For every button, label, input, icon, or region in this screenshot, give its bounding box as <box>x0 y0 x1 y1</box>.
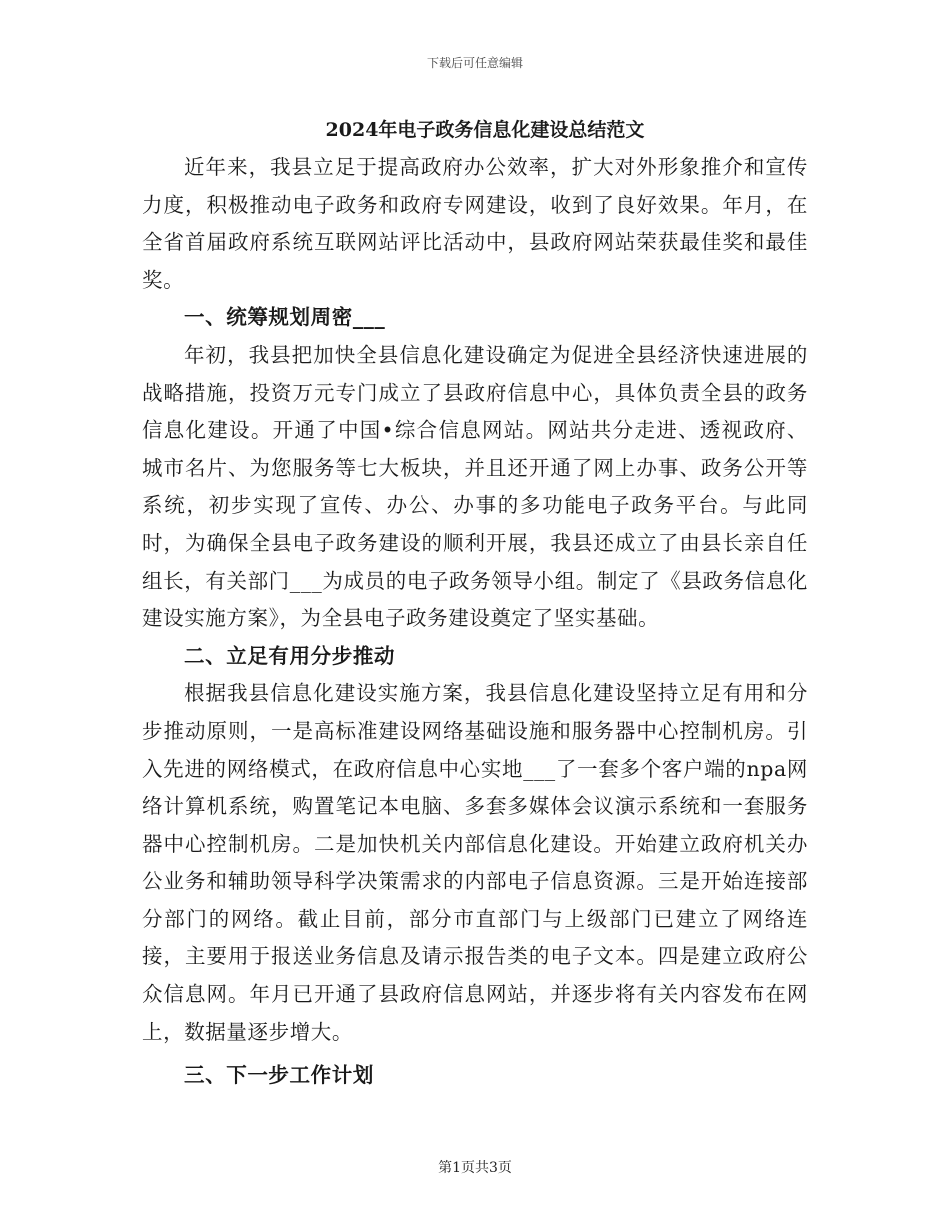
section-2-heading: 二、立足有用分步推动 <box>184 643 396 668</box>
section-1-heading: 一、统筹规划周密___ <box>184 305 386 330</box>
document-body <box>142 112 808 1095</box>
section-2-paragraph: 根据我县信息化建设实施方案，我县信息化建设坚持立足有用和分步推动原则，一是高标准建设网络基础设施和服务器中心控制机房。引入先进的网络模式，在政府信息中心实地___了一套多个客户端的npa网络计算机系统，购置笔记本电脑、多套多媒体会议演示系统和一套服务器中心控制机房。二是加快机关内部信息化建设。开始建立政府机关办公业务和辅助领导科学决策需求的内部电子信息资源。三是开始连接部分部门的网络。截止目前，部分市直部门与上级部门已建立了网络连接，主要用于报送业务信息及请示报告类的电子文本。四是建立政府公众信息网。年月已开通了县政府信息网站，并逐步将有关内容发布在网上，数据量逐步增大。 <box>142 681 808 1044</box>
page-header-note: 下载后可任意编辑 <box>426 56 523 70</box>
section-3-heading: 三、下一步工作计划 <box>184 1063 374 1088</box>
intro-paragraph: 近年来，我县立足于提高政府办公效率，扩大对外形象推介和宣传力度，积极推动电子政务和政府专网建设，收到了良好效果。年月，在全省首届政府系统互联网站评比活动中，县政府网站荣获最佳奖和最佳奖。 <box>142 155 808 292</box>
section-1-paragraph: 年初，我县把加快全县信息化建设确定为促进全县经济快速进展的战略措施，投资万元专门成立了县政府信息中心，具体负责全县的政务信息化建设。开通了中国•综合信息网站。网站共分走进、透视政府、城市名片、为您服务等七大板块，并且还开通了网上办事、政务公开等系统，初步实现了宣传、办公、办事的多功能电子政务平台。与此同时，为确保全县电子政务建设的顺利开展，我县还成立了由县长亲自任组长，有关部门___为成员的电子政务领导小组。制定了《县政务信息化建设实施方案》，为全县电子政务建设奠定了坚实基础。 <box>142 342 808 631</box>
document-title: 2024年电子政务信息化建设总结范文 <box>325 119 645 141</box>
page-footer-number: 第1页共3页 <box>438 1160 512 1176</box>
